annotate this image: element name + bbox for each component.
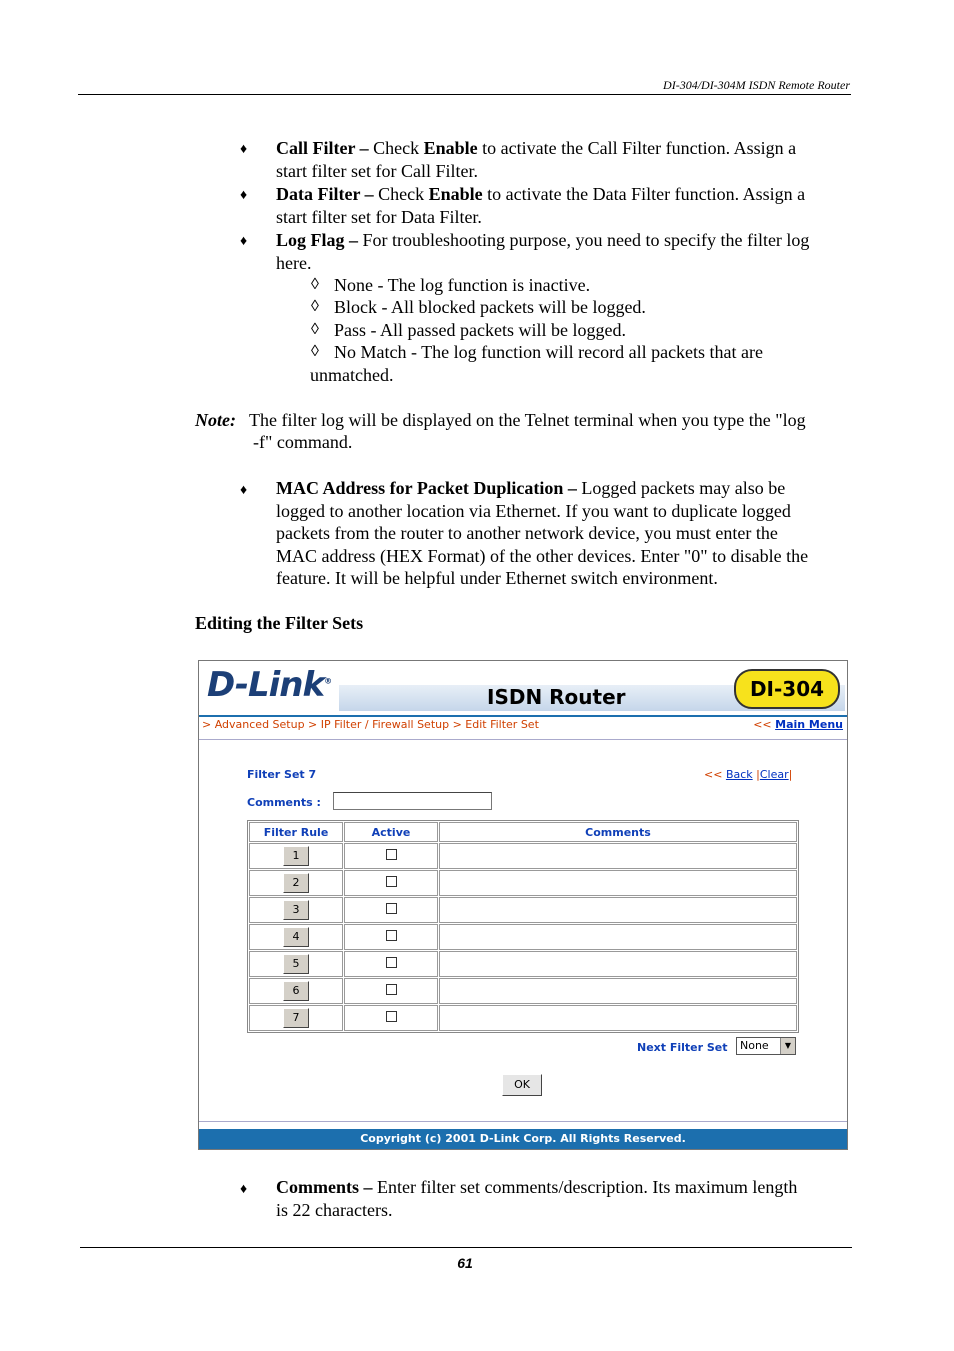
rule-comment [439, 978, 797, 1004]
active-checkbox[interactable] [386, 903, 397, 914]
active-checkbox[interactable] [386, 1011, 397, 1022]
rule-button[interactable]: 3 [283, 900, 309, 920]
back-clear-links: << Back |Clear| [704, 768, 793, 781]
rule-comment [439, 924, 797, 950]
rule-comment [439, 843, 797, 869]
section-heading: Editing the Filter Sets [195, 613, 364, 633]
table-row [249, 870, 797, 896]
lozenge-icon: ◊ [311, 343, 319, 360]
next-filter-set-select[interactable]: None ▼ [736, 1037, 796, 1055]
rule-comment [439, 1005, 797, 1031]
active-checkbox[interactable] [386, 957, 397, 968]
bullet-mac-address: MAC Address for Packet Duplication – Logged packets may also be logged to another location via Ethernet. If you want to duplicate logged packets from the router to another network device, you must enter the MAC address (HEX Format) of the other devices. Enter "0" to disable the feature. It will be helpful under Ethernet switch environment. [276, 478, 809, 588]
rule-button[interactable]: 4 [283, 927, 309, 947]
page-number: 61 [457, 1255, 473, 1271]
bullet-diamond-icon: ♦ [240, 483, 248, 498]
footer-page-rule [80, 1247, 852, 1248]
rule-button[interactable]: 1 [283, 846, 309, 866]
filter-rules-table [247, 820, 799, 1033]
table-row [249, 924, 797, 950]
lozenge-icon: ◊ [311, 321, 319, 338]
header-rule [78, 94, 851, 95]
clear-link[interactable]: Clear [759, 768, 789, 781]
router-title: ISDN Router [487, 685, 626, 709]
bullet-call-filter: Call Filter – Check Enable to activate the Call Filter function. Assign a start filter set for Call Filter. [276, 138, 797, 181]
lozenge-icon: ◊ [311, 298, 319, 315]
dlink-logo: D-Link® [207, 665, 332, 705]
rule-button[interactable]: 2 [283, 873, 309, 893]
log-option-pass: Pass - All passed packets will be logged. [334, 320, 626, 340]
breadcrumb: > Advanced Setup > IP Filter / Firewall Setup > Edit Filter Set [202, 718, 539, 731]
rule-comment [439, 951, 797, 977]
table-row [249, 897, 797, 923]
bullet-comments: Comments – Enter filter set comments/description. Its maximum length is 22 characters. [276, 1177, 798, 1220]
table-row [249, 951, 797, 977]
router-screenshot [198, 660, 848, 1150]
running-head: DI-304/DI-304M ISDN Remote Router [663, 78, 850, 92]
bullet-log-flag: Log Flag – For troubleshooting purpose, you need to specify the filter log here. [276, 230, 810, 273]
bullet-data-filter: Data Filter – Check Enable to activate the Data Filter function. Assign a start filter set for Data Filter. [276, 184, 806, 227]
main-menu-link[interactable]: << Main Menu [753, 718, 843, 731]
bullet-diamond-icon: ♦ [240, 142, 248, 157]
bullet-diamond-icon: ♦ [240, 1182, 248, 1197]
ok-button[interactable]: OK [502, 1074, 542, 1096]
back-link[interactable]: Back [725, 768, 753, 781]
col-filter-rule: Filter Rule [249, 822, 343, 842]
note-label: Note: [195, 410, 236, 430]
rule-button[interactable]: 7 [283, 1008, 309, 1028]
filter-set-label: Filter Set 7 [247, 768, 317, 781]
lozenge-icon: ◊ [311, 276, 319, 293]
footer-rule [199, 1121, 847, 1122]
active-checkbox[interactable] [386, 930, 397, 941]
next-filter-set-label: Next Filter Set [637, 1041, 728, 1054]
log-option-none: None - The log function is inactive. [334, 275, 591, 295]
rule-comment [439, 897, 797, 923]
table-row [249, 978, 797, 1004]
note-line2: -f" command. [253, 432, 353, 452]
active-checkbox[interactable] [386, 849, 397, 860]
rule-button[interactable]: 6 [283, 981, 309, 1001]
note-line1: The filter log will be displayed on the Telnet terminal when you type the "log [249, 410, 806, 430]
log-option-no-match-cont: unmatched. [310, 365, 394, 385]
comments-input[interactable] [333, 792, 492, 810]
chevron-down-icon[interactable]: ▼ [780, 1038, 795, 1054]
table-row [249, 843, 797, 869]
table-row [249, 1005, 797, 1031]
rule-button[interactable]: 5 [283, 954, 309, 974]
active-checkbox[interactable] [386, 984, 397, 995]
log-option-block: Block - All blocked packets will be logged. [334, 297, 646, 317]
model-badge: DI-304 [734, 669, 840, 709]
col-comments: Comments [439, 822, 797, 842]
copyright-bar: Copyright (c) 2001 D-Link Corp. All Rights Reserved. [199, 1129, 847, 1149]
active-checkbox[interactable] [386, 876, 397, 887]
log-option-no-match: No Match - The log function will record all packets that are [334, 342, 764, 362]
col-active: Active [344, 822, 438, 842]
bullet-diamond-icon: ♦ [240, 188, 248, 203]
bullet-diamond-icon: ♦ [240, 234, 248, 249]
comments-label: Comments : [247, 796, 321, 809]
rule-comment [439, 870, 797, 896]
